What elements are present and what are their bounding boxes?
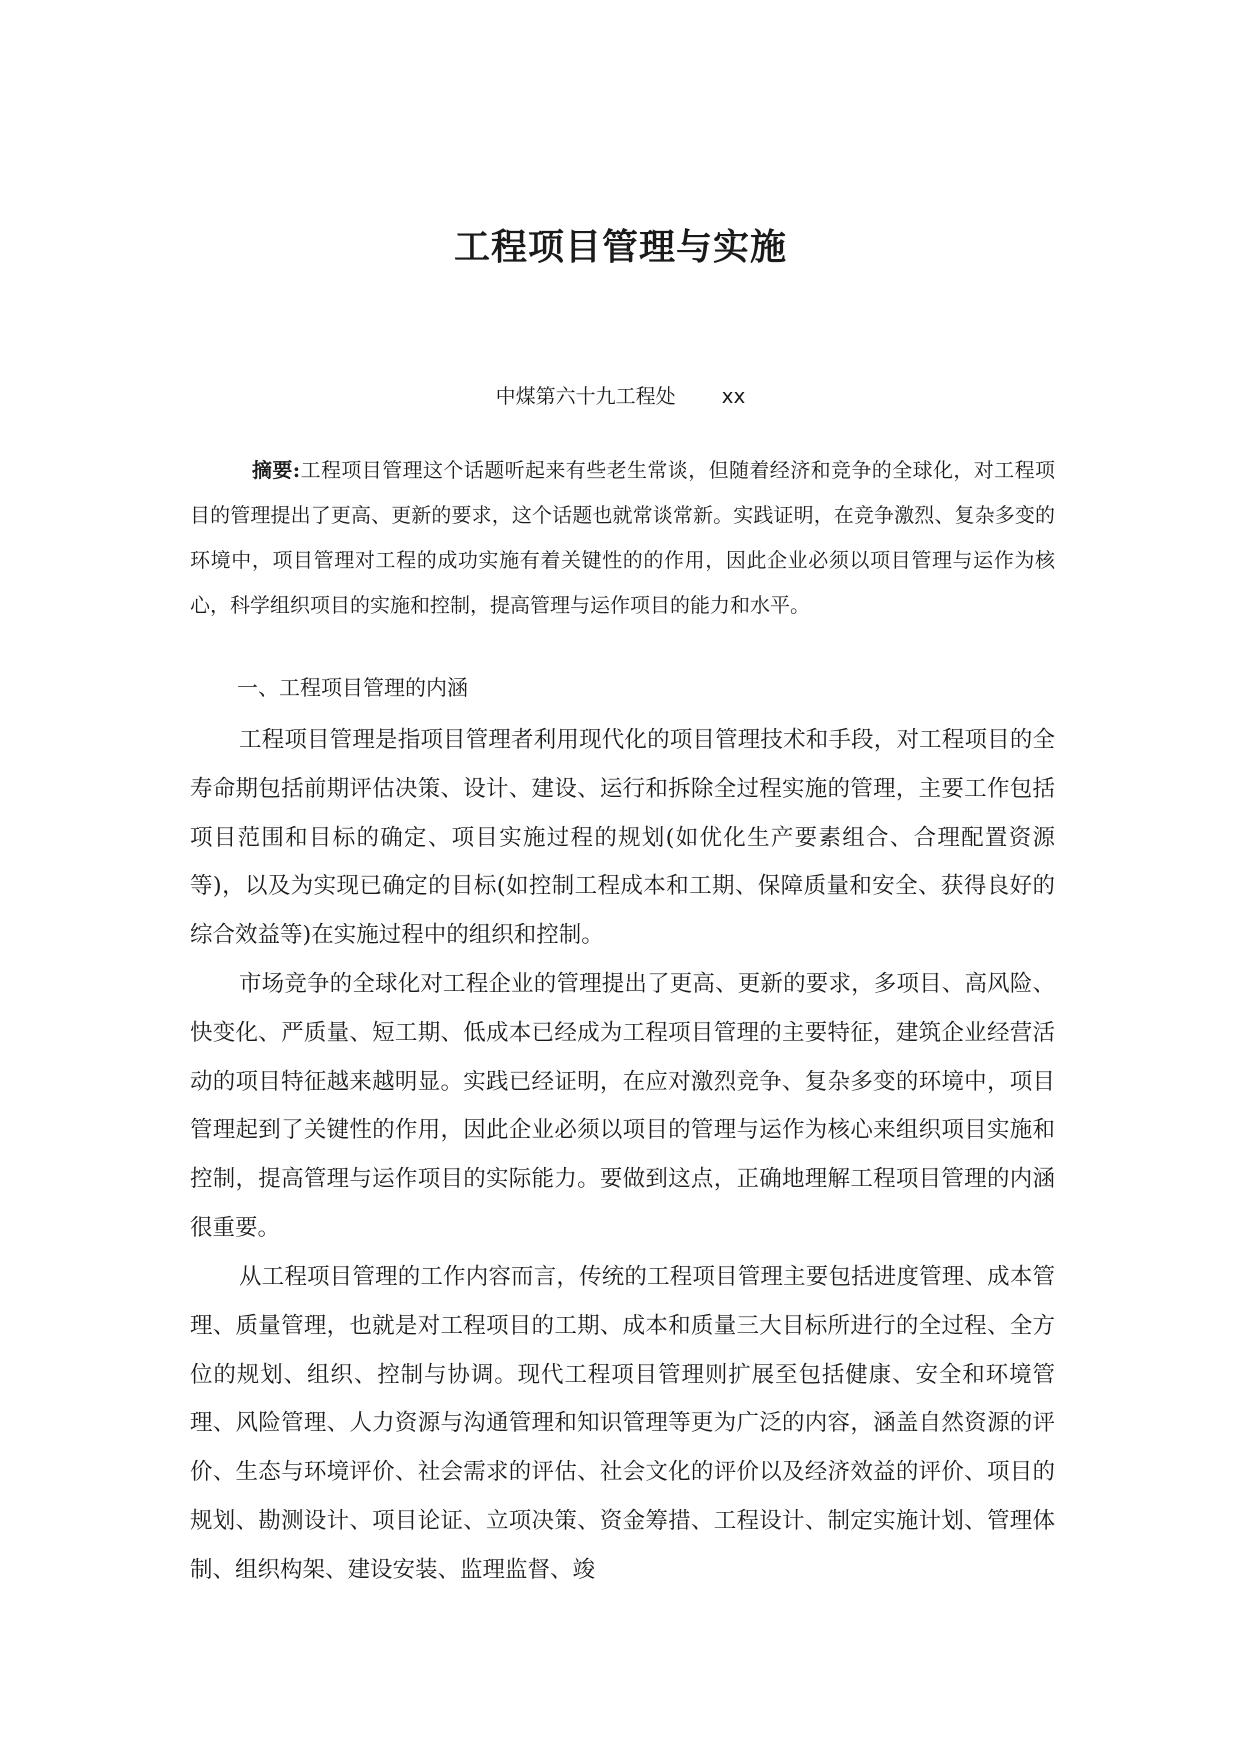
body-paragraph: 工程项目管理是指项目管理者利用现代化的项目管理技术和手段，对工程项目的全寿命期包括前期评估决策、设计、建设、运行和拆除全过程实施的管理，主要工作包括项目范围和目标的确定、项目实施过程的规划(如优化生产要素组合、合理配置资源等)，以及为实现已确定的目标(如控制工程成本和工期、保障质量和安全、获得良好的综合效益等)在实施过程中的组织和控制。	[190, 727, 1055, 949]
body-paragraph: 从工程项目管理的工作内容而言，传统的工程项目管理主要包括进度管理、成本管理、质量管理，也就是对工程项目的工期、成本和质量三大目标所进行的全过程、全方位的规划、组织、控制与协调。现代工程项目管理则扩展至包括健康、安全和环境管理、风险管理、人力资源与沟通管理和知识管理等更为广泛的内容，涵盖自然资源的评价、生态与环境评价、社会需求的评估、社会文化的评价以及经济效益的评价、项目的规划、勘测设计、项目论证、立项决策、资金筹措、工程设计、制定实施计划、管理体制、组织构架、建设安装、监理监督、竣	[190, 1264, 1055, 1583]
abstract	[190, 448, 1055, 628]
section-heading: 一、工程项目管理的内涵	[237, 676, 468, 700]
abstract-label: 摘要:	[252, 458, 301, 482]
author-line	[0, 382, 1241, 410]
document-title: 工程项目管理与实施	[453, 226, 787, 268]
body-paragraph: 市场竞争的全球化对工程企业的管理提出了更高、更新的要求，多项目、高风险、快变化、严质量、短工期、低成本已经成为工程项目管理的主要特征，建筑企业经营活动的项目特征越来越明显。实践已经证明，在应对激烈竞争、复杂多变的环境中，项目管理起到了关键性的作用，因此企业必须以项目的管理与运作为核心来组织项目实施和控制，提高管理与运作项目的实际能力。要做到这点，正确地理解工程项目管理的内涵很重要。	[190, 971, 1055, 1241]
author-name: xx	[721, 384, 746, 408]
abstract-text: 工程项目管理这个话题听起来有些老生常谈，但随着经济和竞争的全球化，对工程项目的管理提出了更高、更新的要求，这个话题也就常谈常新。实践证明，在竞争激烈、复杂多变的环境中，项目管理对工程的成功实施有着关键性的的作用，因此企业必须以项目管理与运作为核心，科学组织项目的实施和控制，提高管理与运作项目的能力和水平。	[190, 458, 1055, 617]
affiliation: 中煤第六十九工程处	[495, 384, 676, 408]
